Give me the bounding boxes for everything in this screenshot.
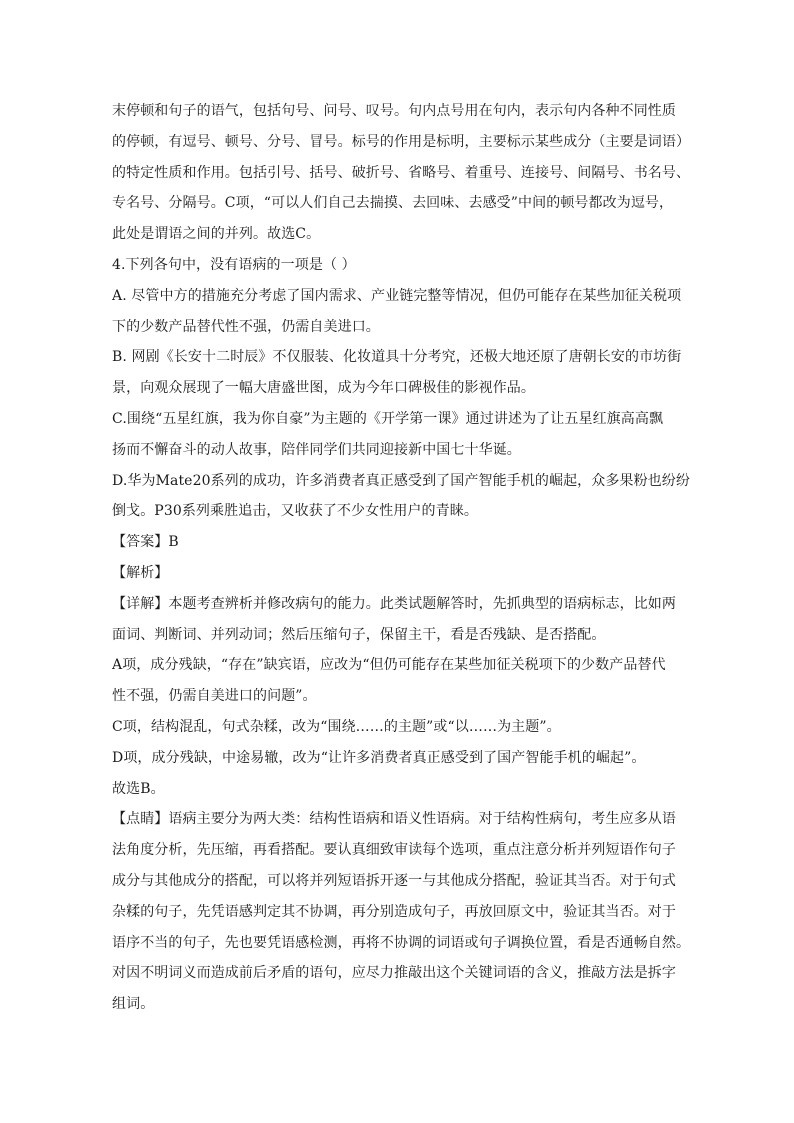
analysis-heading: 【解析】 [112, 564, 169, 581]
detail-line: 性不强，仍需自美进口的问题”。 [112, 688, 317, 705]
option-a-line: A. 尽管中方的措施充分考虑了国内需求、产业链完整等情况，但仍可能存在某些加征关税项 [112, 287, 682, 304]
text-line: 专名号、分隔号。C项，“可以人们自己去揣摸、去回味、去感受”中间的顿号都改为逗号， [112, 195, 674, 212]
text-line: 的停顿，有逗号、顿号、分号、冒号。标号的作用是标明，主要标示某些成分（主要是词语） [112, 133, 691, 150]
text-line: 的特定性质和作用。包括引号、括号、破折号、省略号、着重号、连接号、间隔号、书名号、 [112, 164, 691, 181]
text-line: 此处是谓语之间的并列。故选C。 [112, 226, 321, 243]
text-line: 末停顿和句子的语气，包括句号、问号、叹号。句内点号用在句内，表示句内各种不同性质 [112, 103, 676, 119]
tip-line: 组词。 [112, 996, 155, 1013]
detail-line: 故选B。 [112, 780, 165, 797]
option-b-line: 景，向观众展现了一幅大唐盛世图，成为今年口碑极佳的影视作品。 [112, 380, 535, 397]
question-stem: 4.下列各句中，没有语病的一项是（ ） [112, 256, 356, 273]
option-c-line: 扬而不懈奋斗的动人故事，陪伴同学们共同迎接新中国七十华诞。 [112, 441, 521, 458]
option-d-line: 倒戈。P30系列乘胜追击，又收获了不少女性用户的青睐。 [112, 503, 478, 520]
document-body [112, 101, 697, 1025]
tip-line: 【点睛】语病主要分为两大类：结构性语病和语义性语病。对于结构性病句，考生应多从语 [112, 811, 676, 828]
tip-line: 法角度分析，先压缩，再看搭配。要认真细致审读每个选项，重点注意分析并列短语作句子 [112, 842, 676, 859]
option-d-line: D.华为Mate20系列的成功，许多消费者真正感受到了国产智能手机的崛起，众多果粉也纷纷 [112, 472, 690, 489]
option-b-line: B. 网剧《长安十二时辰》不仅服装、化妆道具十分考究，还极大地还原了唐朝长安的市坊街 [112, 349, 682, 366]
detail-line: A项，成分残缺，“存在”缺宾语，应改为“但仍可能存在某些加征关税项下的少数产品替代 [112, 657, 666, 674]
option-c-line: C.围绕“五星红旗，我为你自豪”为主题的《开学第一课》通过讲述为了让五星红旗高高飘 [112, 410, 664, 427]
tip-line: 语序不当的句子，先也要凭语感检测，再将不协调的词语或句子调换位置，看是否通畅自然。 [112, 934, 691, 951]
tip-line: 成分与其他成分的搭配，可以将并列短语拆开逐一与其他成分搭配，验证其当否。对于句式 [112, 872, 676, 889]
answer-line: 【答案】B [112, 534, 179, 551]
detail-line: 面词、判断词、并列动词；然后压缩句子，保留主干，看是否残缺、是否搭配。 [112, 626, 606, 643]
detail-line: 【详解】本题考查辨析并修改病句的能力。此类试题解答时，先抓典型的语病标志，比如两 [112, 595, 676, 612]
option-a-line: 下的少数产品替代性不强，仍需自美进口。 [112, 318, 380, 335]
detail-line: C项，结构混乱，句式杂糅，改为“围绕……的主题”或“以……为主题”。 [112, 718, 561, 735]
tip-line: 对因不明词义而造成前后矛盾的语句，应尽力推敲出这个关键词语的含义，推敲方法是拆字 [112, 965, 676, 982]
tip-line: 杂糅的句子，先凭语感判定其不协调，再分别造成句子，再放回原文中，验证其当否。对于 [112, 903, 676, 920]
detail-line: D项，成分残缺，中途易辙，改为“让许多消费者真正感受到了国产智能手机的崛起”。 [112, 749, 646, 766]
